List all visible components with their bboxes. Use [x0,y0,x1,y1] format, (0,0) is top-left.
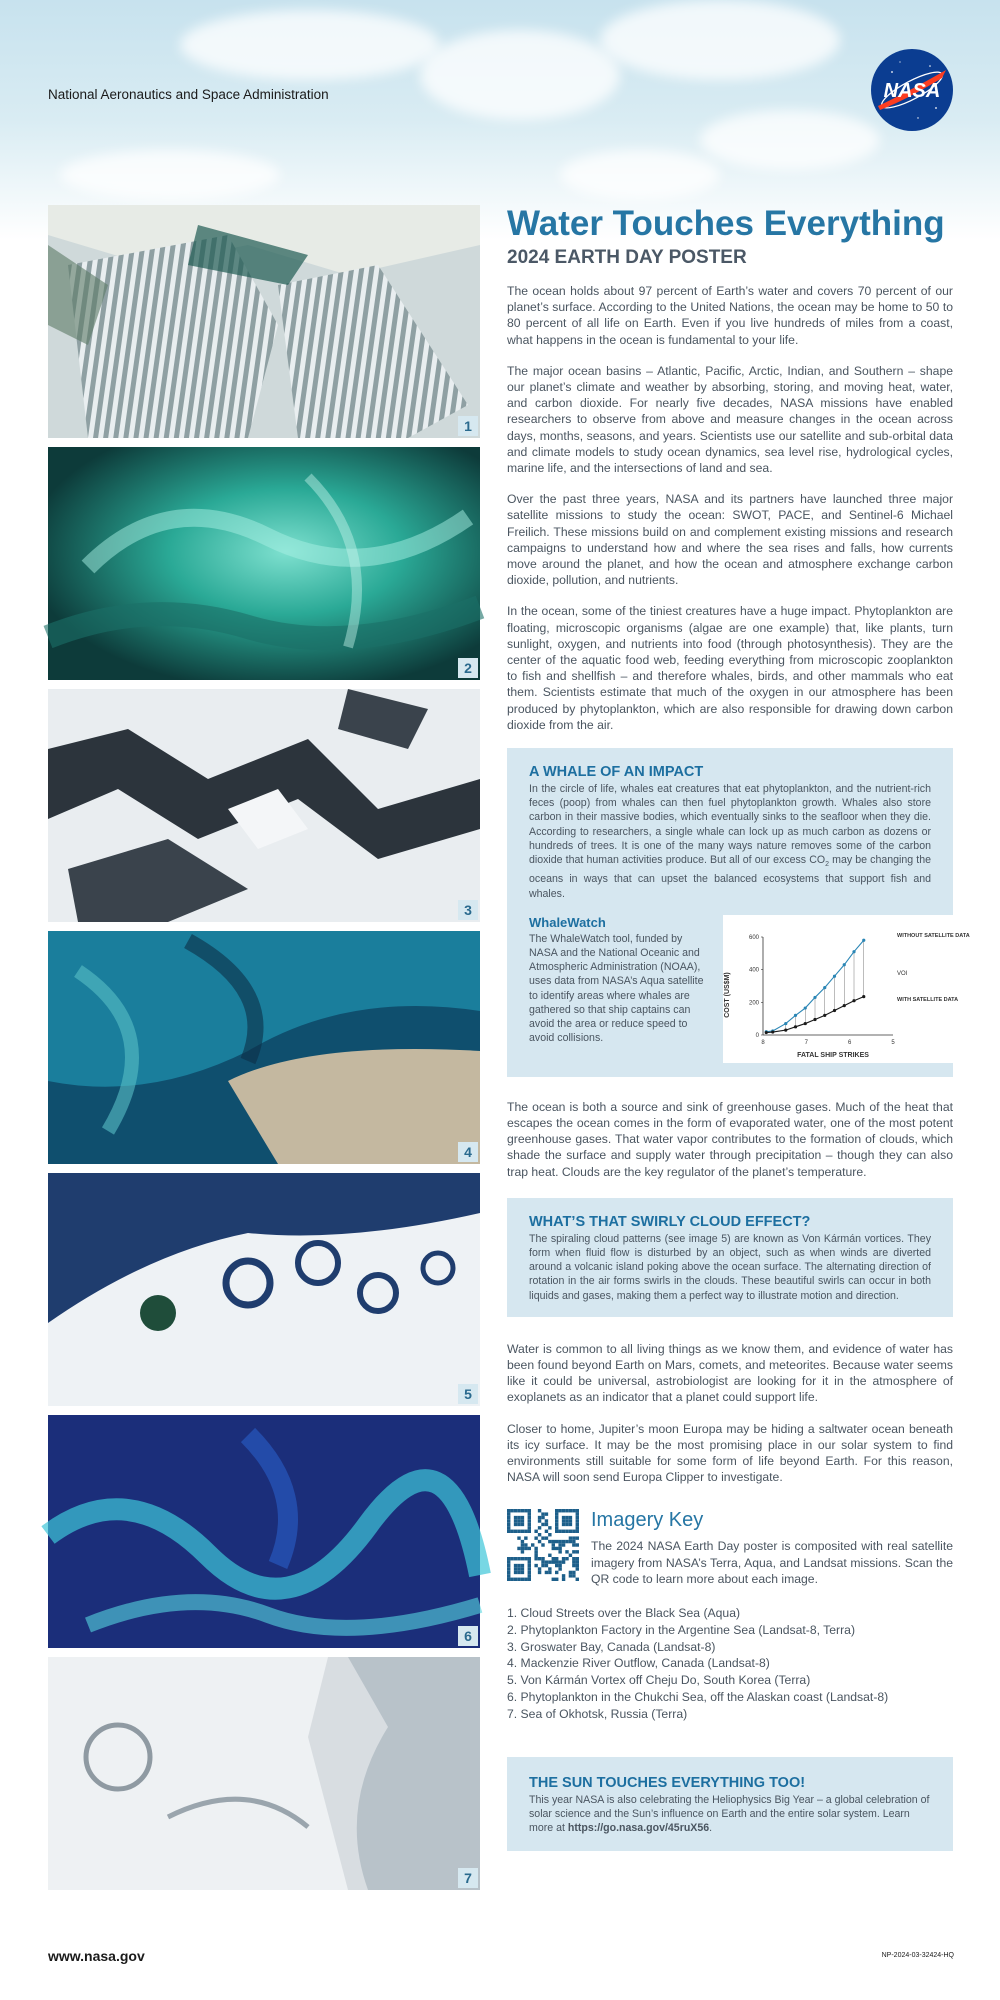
image-number-1: 1 [458,416,478,436]
nasa-logo-text: NASA [883,80,941,102]
qr-module [545,1520,548,1523]
qr-module [562,1578,565,1581]
chart-y-tick-label: 0 [755,1032,759,1039]
heliophysics-link[interactable]: https://go.nasa.gov/45ruX56 [567,1822,710,1835]
satellite-image-4[interactable] [48,931,480,1164]
image-number-3: 3 [458,900,478,920]
qr-module [562,1557,565,1560]
qr-module [555,1557,558,1560]
qr-module [555,1578,558,1581]
qr-module [576,1561,579,1564]
qr-module [555,1561,558,1564]
chart-annotation-voi: VOI [897,970,908,977]
qr-module [545,1513,548,1516]
qr-finder-module [507,1561,510,1564]
qr-finder-module [517,1571,520,1574]
qr-finder-module [569,1520,572,1523]
qr-finder-module [528,1578,531,1581]
point-with-satellite [852,999,855,1002]
qr-finder-module [562,1523,565,1526]
qr-module [521,1540,524,1543]
point-with-satellite [794,1025,797,1028]
qr-finder-module [521,1516,524,1519]
qr-module [517,1547,520,1550]
chart-y-tick-label: 200 [748,1000,759,1007]
satellite-image-2[interactable] [48,447,480,680]
qr-finder-module [569,1523,572,1526]
whalewatch-title: WhaleWatch [529,914,606,930]
point-with-satellite [843,1004,846,1007]
qr-module [545,1561,548,1564]
qr-module [558,1561,561,1564]
qr-module [538,1533,541,1536]
qr-module [562,1575,565,1578]
satellite-image-3[interactable] [48,689,480,922]
agency-name: National Aeronautics and Space Administration [48,87,329,102]
list-item: 2. Phytoplankton Factory in the Argentine Sea (Landsat-8, Terra) [507,1622,855,1637]
qr-module [541,1544,544,1547]
satellite-image-column [48,205,480,1899]
qr-finder-module [507,1523,510,1526]
whalewatch-body: The WhaleWatch tool, funded by NASA and the National Oceanic and Atmospheric Administration (NOAA), uses data from NASA’s Aqua satellite to identify areas where whales are gathered so that ship captains can avoid the area or reduce speed to avoid collisions. [529,932,704,1045]
qr-module [552,1540,555,1543]
sun-box-body: This year NASA is also celebrating the Heliophysics Big Year – a global celebration of solar science and the Sun’s influence on Earth and the entire solar system. Learn more at https://go.nasa.gov/45ruX56. [529,1793,930,1835]
qr-module [521,1544,524,1547]
qr-module [562,1544,565,1547]
chart-y-tick-label: 400 [748,967,759,974]
qr-finder-module [558,1509,561,1512]
point-without-satellite [843,963,846,966]
qr-module [565,1540,568,1543]
qr-finder-module [517,1516,520,1519]
qr-module [517,1537,520,1540]
paragraph-greenhouse-gases: The ocean is both a source and sink of greenhouse gases. Much of the heat that escapes the ocean comes in the form of evaporated water, one of the most potent greenhouse gases. That water vapor contributes to the formation of clouds, which shade the surface and supply water through precipitation – though they can also trap heat. Clouds are the key regulator of the planet’s temperature. [507,1099,953,1179]
qr-finder-module [517,1523,520,1526]
whale-impact-box [507,748,970,1077]
qr-finder-module [524,1578,527,1581]
qr-finder-module [558,1530,561,1533]
qr-finder-module [521,1557,524,1560]
qr-finder-module [576,1513,579,1516]
image-number-5: 5 [458,1384,478,1404]
qr-module [538,1568,541,1571]
qr-module [558,1551,561,1554]
swirl-box-title: WHAT’S THAT SWIRLY CLOUD EFFECT? [529,1213,811,1230]
qr-module [576,1578,579,1581]
imagery-key-title: Imagery Key [591,1509,704,1532]
qr-module [558,1564,561,1567]
qr-module [534,1537,537,1540]
qr-finder-module [528,1527,531,1530]
qr-finder-module [528,1509,531,1512]
qr-finder-module [510,1509,513,1512]
qr-module [572,1540,575,1543]
qr-finder-module [562,1530,565,1533]
qr-finder-module [528,1564,531,1567]
qr-module [521,1547,524,1550]
paragraph-ocean-holds: The ocean holds about 97 percent of Earth’s water and covers 70 percent of our planet’s surface. According to the United Nations, the ocean may be home to 50 to 80 percent of all life on Earth. Even if you live hundreds of miles from a coast, what happens in the ocean is fundamental to your life. [507,284,953,347]
qr-module [555,1564,558,1567]
qr-finder-module [576,1527,579,1530]
qr-finder-module [507,1568,510,1571]
qr-module [531,1544,534,1547]
qr-module [541,1561,544,1564]
qr-finder-module [555,1530,558,1533]
qr-module [576,1564,579,1567]
qr-module [569,1554,572,1557]
qr-finder-module [514,1568,517,1571]
qr-module [534,1530,537,1533]
image-number-4: 4 [458,1142,478,1162]
sun-box-title: THE SUN TOUCHES EVERYTHING TOO! [529,1774,806,1791]
main-content [507,204,970,1851]
qr-module [538,1516,541,1519]
qr-finder-module [576,1516,579,1519]
qr-finder-module [528,1561,531,1564]
poster-title: Water Touches Everything [507,204,945,243]
qr-module [552,1544,555,1547]
qr-module [534,1554,537,1557]
qr-finder-module [514,1578,517,1581]
qr-finder-module [507,1557,510,1560]
qr-module [545,1564,548,1567]
qr-module [565,1557,568,1560]
qr-finder-module [507,1516,510,1519]
chart-x-tick-label: 5 [891,1039,895,1046]
qr-module [528,1547,531,1550]
paragraph-europa: Closer to home, Jupiter’s moon Europa may be hiding a saltwater ocean beneath its icy surface. It may be the most promising place in our solar system to find environments still suitable for some form of life beyond Earth. For this reason, NASA will soon send Europa Clipper to investigate. [507,1421,953,1485]
qr-module [576,1568,579,1571]
qr-module [548,1533,551,1536]
point-with-satellite [813,1018,816,1021]
qr-finder-module [507,1578,510,1581]
image-number-2: 2 [458,658,478,678]
point-without-satellite [784,1022,787,1025]
qr-module [541,1523,544,1526]
point-with-satellite [862,995,865,998]
qr-finder-module [576,1520,579,1523]
qr-finder-module [576,1530,579,1533]
qr-module [545,1530,548,1533]
qr-module [558,1568,561,1571]
qr-module [548,1554,551,1557]
point-with-satellite [771,1030,774,1033]
whale-box-body: In the circle of life, whales eat creatures that eat phytoplankton, and the nutrient-rich feces (poop) from whales can then fuel phytoplankton growth. Whales also store carbon in their massive bodies, which eventually sinks to the seafloor when they die. According to researchers, a single whale can lock up as much carbon as dozens or hundreds of trees. It is one of the many ways nature removes some of the carbon dioxide that human activities produce. But all of our excess $CO_2$ may be changing the oceans in ways that can upset the balanced ecosystems that support fish and whales. [529,783,931,900]
qr-module [558,1540,561,1543]
imagery-key-list [507,1605,953,1723]
qr-finder-module [507,1571,510,1574]
qr-finder-module [521,1509,524,1512]
qr-module [538,1520,541,1523]
list-item: 7. Sea of Okhotsk, Russia (Terra) [507,1706,688,1721]
qr-finder-module [507,1509,510,1512]
qr-module [548,1568,551,1571]
qr-finder-module [528,1520,531,1523]
point-with-satellite [765,1031,768,1034]
qr-finder-module [507,1530,510,1533]
qr-finder-module [565,1509,568,1512]
qr-finder-module [555,1513,558,1516]
point-without-satellite [852,950,855,953]
qr-module [576,1557,579,1560]
qr-module [558,1544,561,1547]
qr-module [548,1561,551,1564]
satellite-image-7[interactable] [48,1657,480,1890]
list-item: 1. Cloud Streets over the Black Sea (Aqua) [507,1606,741,1621]
qr-module [555,1540,558,1543]
chart-y-tick-label: 600 [748,934,759,941]
qr-module [572,1544,575,1547]
qr-finder-module [514,1557,517,1560]
qr-module [538,1509,541,1512]
qr-module [576,1551,579,1554]
qr-module [548,1527,551,1530]
swirly-cloud-box [507,1198,953,1317]
qr-module [541,1516,544,1519]
qr-module [552,1547,555,1550]
qr-module [572,1557,575,1560]
qr-module [569,1540,572,1543]
imagery-key-intro: The 2024 NASA Earth Day poster is composited with real satellite imagery from NASA’s Terra, Aqua, and Landsat missions. Scan the QR code to learn more about each image. [591,1539,953,1586]
qr-finder-module [514,1509,517,1512]
qr-module [534,1551,537,1554]
chart-xlabel: FATAL SHIP STRIKES [797,1051,869,1059]
point-with-satellite [833,1009,836,1012]
paragraph-satellite-missions: Over the past three years, NASA and its partners have launched three major satellite missions to study the ocean: SWOT, PACE, and Sentinel-6 Michael Freilich. These missions build on and complement existing missions and research campaigns to understand how and where the sea rises and falls, how currents move around the planet, and how the ocean and atmosphere exchange carbon dioxide, pollution, and nutrients. [507,492,953,588]
qr-finder-module [517,1557,520,1560]
qr-finder-module [521,1568,524,1571]
point-with-satellite [804,1022,807,1025]
point-without-satellite [813,996,816,999]
whalewatch-chart [723,915,970,1063]
qr-module [552,1557,555,1560]
qr-finder-module [524,1530,527,1533]
qr-finder-module [569,1509,572,1512]
qr-finder-module [514,1530,517,1533]
qr-finder-module [517,1509,520,1512]
qr-module [576,1537,579,1540]
qr-module [569,1537,572,1540]
qr-finder-module [510,1557,513,1560]
qr-finder-module [517,1568,520,1571]
qr-finder-module [528,1513,531,1516]
qr-module [558,1547,561,1550]
chart-x-tick-label: 8 [761,1039,765,1046]
qr-finder-module [562,1509,565,1512]
qr-module [552,1561,555,1564]
image-number-6: 6 [458,1626,478,1646]
satellite-image-5[interactable] [48,1173,480,1406]
paragraph-phytoplankton: In the ocean, some of the tiniest creatures have a huge impact. Phytoplankton are floating, microscopic organisms (algae are one example) that, like plants, turn sunlight, oxygen, and nutrients into food (through photosynthesis). They are the center of the aquatic food web, feeding everything from microscopic zooplankton to fish and shellfish – and therefore whales, birds, and other mammals who eat them. Scientists estimate that much of the oxygen in our atmosphere has been produced by phytoplankton, which are also responsible for drawing down carbon dioxide from the air. [507,604,953,732]
sun-touches-box [507,1757,953,1852]
qr-finder-module [555,1509,558,1512]
qr-module [562,1540,565,1543]
qr-module [572,1551,575,1554]
qr-finder-module [510,1530,513,1533]
nasa-logo-icon[interactable] [870,48,954,132]
poster-subtitle: 2024 EARTH DAY POSTER [507,247,747,268]
qr-finder-module [514,1516,517,1519]
qr-module [521,1551,524,1554]
qr-module [538,1527,541,1530]
qr-module [538,1557,541,1560]
legend-with-satellite: WITH SATELLITE DATA [897,996,959,1003]
point-with-satellite [823,1014,826,1017]
qr-module [541,1557,544,1560]
qr-module [572,1561,575,1564]
qr-finder-module [507,1564,510,1567]
point-without-satellite [823,986,826,989]
qr-module [524,1537,527,1540]
qr-module [569,1571,572,1574]
qr-module [555,1547,558,1550]
qr-finder-module [569,1530,572,1533]
qr-module [565,1551,568,1554]
qr-finder-module [521,1530,524,1533]
qr-module [534,1557,537,1560]
qr-finder-module [528,1530,531,1533]
image-number-7: 7 [458,1868,478,1888]
qr-module [572,1564,575,1567]
qr-finder-module [576,1509,579,1512]
qr-finder-module [572,1530,575,1533]
qr-finder-module [507,1575,510,1578]
qr-finder-module [514,1564,517,1567]
list-item: 3. Groswater Bay, Canada (Landsat-8) [507,1639,716,1654]
qr-finder-module [562,1516,565,1519]
qr-module [548,1540,551,1543]
qr-finder-module [507,1527,510,1530]
qr-finder-module [555,1527,558,1530]
qr-module [541,1537,544,1540]
qr-module [524,1544,527,1547]
point-without-satellite [833,974,836,977]
qr-module [572,1571,575,1574]
point-with-satellite [784,1028,787,1031]
list-item: 5. Von Kármán Vortex off Cheju Do, South Korea (Terra) [507,1673,811,1688]
point-without-satellite [862,938,865,941]
qr-finder-module [514,1523,517,1526]
paragraph-ocean-basins: The major ocean basins – Atlantic, Pacific, Arctic, Indian, and Southern – shape our planet’s climate and weather by absorbing, storing, and moving heat, water, and carbon dioxide. For nearly five decades, NASA missions have enabled researchers to observe from above and measure changes in the ocean across days, months, seasons, and years. Scientists use our satellite and sub-orbital data and climate models to study ocean dynamics, sea level rise, hydrological cycles, marine life, and the intersections of land and sea. [507,363,953,476]
qr-module [548,1571,551,1574]
qr-module [545,1571,548,1574]
qr-finder-module [524,1557,527,1560]
qr-finder-module [524,1509,527,1512]
satellite-image-6[interactable] [48,1415,480,1648]
qr-module [555,1571,558,1574]
qr-finder-module [528,1568,531,1571]
qr-finder-module [528,1523,531,1526]
satellite-image-1[interactable] [48,205,480,438]
qr-module [534,1547,537,1550]
whale-box-title: A WHALE OF AN IMPACT [529,764,704,781]
qr-finder-module [517,1564,520,1567]
qr-module [572,1537,575,1540]
qr-finder-module [514,1571,517,1574]
qr-finder-module [555,1520,558,1523]
footer-code: NP-2024-03-32424-HQ [881,1952,954,1959]
qr-module [572,1575,575,1578]
qr-finder-module [521,1523,524,1526]
qr-module [524,1547,527,1550]
qr-finder-module [555,1516,558,1519]
chart-x-tick-label: 7 [804,1039,809,1046]
point-without-satellite [804,1006,807,1009]
qr-finder-module [565,1520,568,1523]
qr-finder-module [521,1571,524,1574]
qr-finder-module [528,1575,531,1578]
chart-x-tick-label: 6 [847,1039,852,1046]
swirl-box-body: The spiraling cloud patterns (see image 5) are known as Von Kármán vortices. They form when fluid flow is disturbed by an object, such as when winds are diverted around a volcanic island poking above the ocean surface. The alternating direction of rotation in the air forms swirls in the clouds. These beautiful swirls can occur in both liquids and gases, making them a perfect way to illustrate motion and direction. [529,1232,931,1302]
qr-finder-module [555,1523,558,1526]
qr-module [538,1571,541,1574]
chart-ylabel: COST (US$M) [724,972,731,1018]
qr-finder-module [517,1578,520,1581]
legend-without-satellite: WITHOUT SATELLITE DATA [897,932,970,939]
paragraph-water-universal: Water is common to all living things as we know them, and evidence of water has been found beyond Earth on Mars, comets, and meteorites. Because water seems like it could be universal, astrobiologist are looking for it in the atmosphere of exoplanets as an indicator that a planet could support life. [507,1341,953,1405]
qr-finder-module [507,1513,510,1516]
qr-finder-module [528,1557,531,1560]
qr-module [541,1564,544,1567]
qr-finder-module [528,1516,531,1519]
qr-finder-module [528,1571,531,1574]
qr-finder-module [517,1530,520,1533]
qr-finder-module [565,1516,568,1519]
qr-finder-module [521,1578,524,1581]
qr-module [552,1578,555,1581]
qr-module [545,1537,548,1540]
qr-module [576,1544,579,1547]
qr-finder-module [572,1509,575,1512]
qr-module [569,1575,572,1578]
list-item: 6. Phytoplankton in the Chukchi Sea, off the Alaskan coast (Landsat-8) [507,1690,889,1705]
point-without-satellite [794,1014,797,1017]
qr-finder-module [521,1520,524,1523]
qr-module [545,1523,548,1526]
qr-finder-module [514,1520,517,1523]
qr-module [541,1513,544,1516]
qr-finder-module [565,1530,568,1533]
qr-finder-module [507,1520,510,1523]
list-item: 4. Mackenzie River Outflow, Canada (Landsat-8) [507,1656,770,1671]
qr-finder-module [565,1523,568,1526]
qr-finder-module [576,1523,579,1526]
qr-module [538,1540,541,1543]
qr-code-icon[interactable] [507,1509,579,1581]
qr-finder-module [569,1516,572,1519]
qr-finder-module [521,1564,524,1567]
qr-finder-module [517,1520,520,1523]
qr-module [562,1561,565,1564]
qr-finder-module [510,1578,513,1581]
qr-finder-module [562,1520,565,1523]
qr-module [534,1564,537,1567]
footer-url[interactable]: www.nasa.gov [48,1948,145,1964]
